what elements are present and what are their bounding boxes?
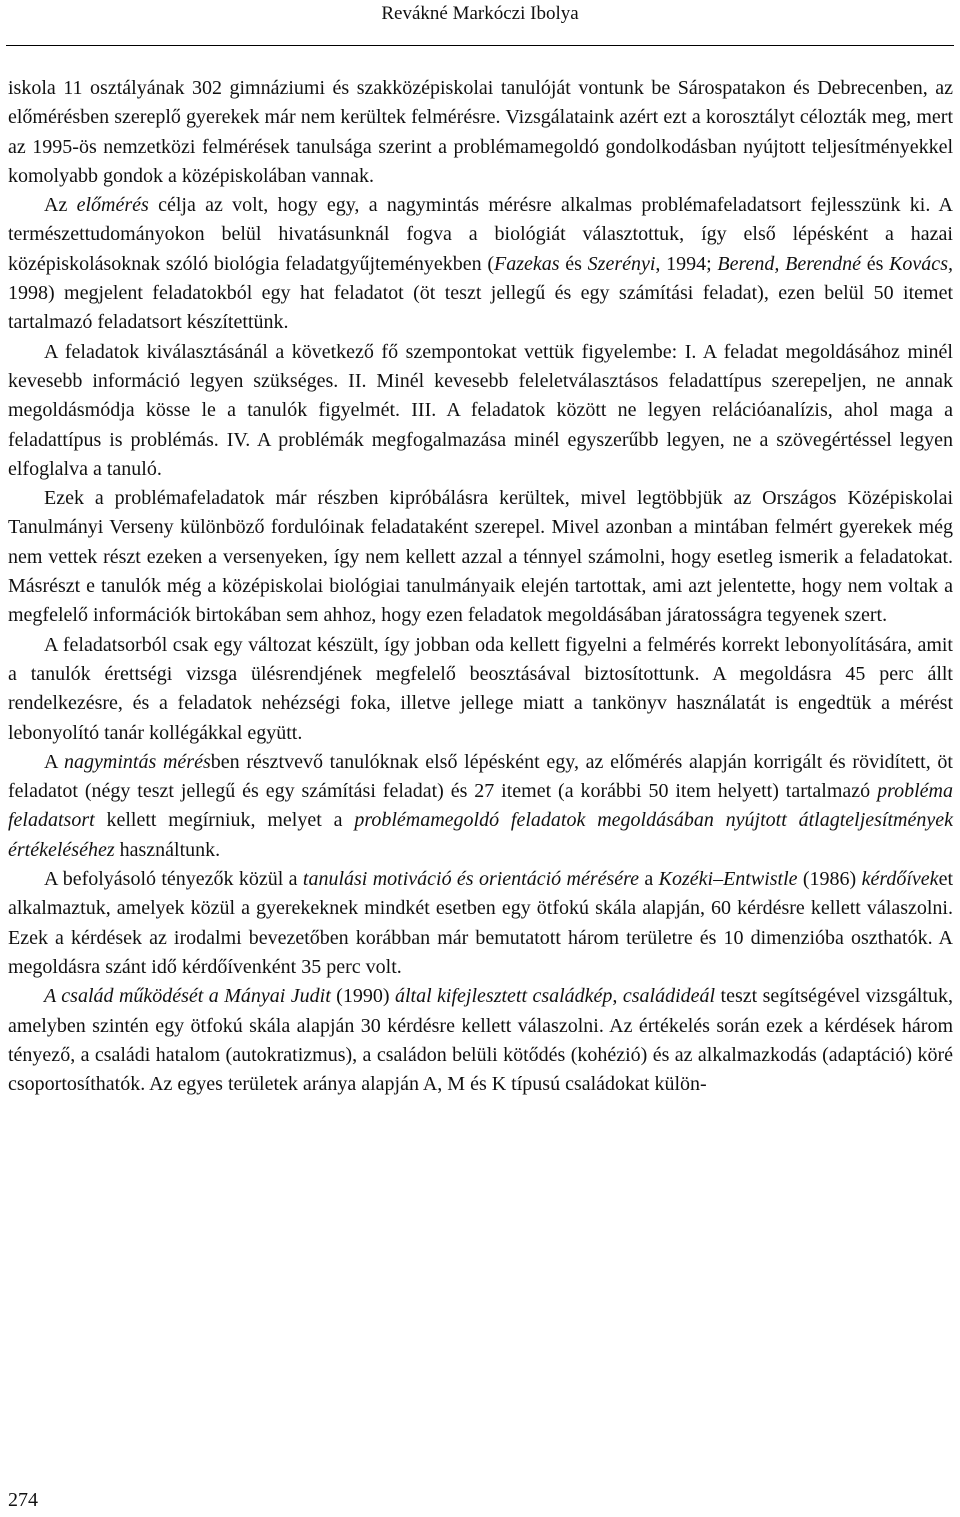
- paragraph-5: [8, 631, 953, 748]
- italic-run: Kozéki–Entwistle: [658, 868, 798, 891]
- text-run: használtunk.: [114, 838, 221, 861]
- italic-run: problémamegoldó feladatok megoldásában nyújtott átlagteljesítmények értékeléséhez: [8, 809, 953, 861]
- text-run: et alkalmaztuk, amelyek közül a gyerekeknek mindkét esetben egy ötfokú skála alapján, 60 kérdésre kellett válaszolni. Ezek a kérdések az irodalmi bevezetőben korábban már bemutatott három területre és 10 dimenzióba oszthatók. A megoldásra szánt idő kérdőívenként 35 perc volt.: [8, 868, 953, 978]
- paragraph-3: [8, 338, 953, 484]
- text-run: A feladatsorból csak egy változat készült, így jobban oda kellett figyelni a felmérés korrekt lebonyolítására, amit a tanulók érettségi vizsga ülésrendjének megfelelő beosztásával biztosítottunk. A megoldásra 45 perc állt rendelkezésre, és a feladatok nehézségi foka, illetve jellege miatt a tankönyv használatát is engedtük a mérést lebonyolító tanár kollégákkal együtt.: [8, 633, 953, 744]
- text-run: (1986): [797, 868, 862, 891]
- paragraph-6: [8, 748, 953, 865]
- italic-run: tanulási motiváció és orientáció mérésére: [302, 868, 640, 891]
- header-rule: [6, 45, 954, 46]
- italic-run: Berend, Berendné: [717, 252, 862, 275]
- page-number: 274: [8, 1489, 38, 1511]
- text-run: Ezek a problémafeladatok már részben kipróbálásra kerültek, mivel legtöbbjük az Országos Középiskolai Tanulmányi Verseny különböző fordulóinak feladataként szerepel. Mivel azonban a mintában felmért gyerekek még nem vettek részt ezeken a versenyeken, így nem kellett azzal a ténnyel számolni, hogy esetleg ismerik a feladatokat. Másrészt e tanulók még a középiskolai biológiai tanulmányaik elején tartottak, ami azt jelentette, hogy nem voltak a megfelelő információk birtokában sem ahhoz, hogy ezen feladatok megoldásában járatosságra tegyenek szert.: [8, 487, 953, 627]
- text-run: Az: [44, 194, 77, 217]
- text-run: a: [639, 868, 659, 891]
- paragraph-2: [8, 191, 953, 337]
- italic-run: Szerényi: [587, 252, 656, 275]
- running-head: Revákné Markóczi Ibolya: [381, 3, 579, 24]
- body-text: [8, 74, 953, 1099]
- paragraph-7: [8, 865, 953, 982]
- italic-run: előmérés: [76, 194, 149, 217]
- text-run: és: [559, 252, 588, 275]
- text-run: célja az volt, hogy egy, a nagymintás mérésre alkalmas problémafeladatsort fejlesszünk ki. A természettudományokon belül hivatásunknál fogva a biológiát választottuk, így első lépésként a hazai középiskolásoknak szóló biológia feladatgyűjteményekben (: [8, 194, 953, 275]
- paragraph-4: [8, 484, 953, 630]
- italic-run: A család működését a Mányai Judit: [44, 985, 331, 1008]
- text-run: és: [861, 252, 890, 275]
- text-run: , 1994;: [655, 252, 718, 275]
- italic-run: probléma feladatsort: [8, 780, 953, 832]
- italic-run: nagymintás mérés: [64, 750, 211, 773]
- text-run: 1998) megjelent feladatokból egy hat feladatot (öt teszt jellegű és egy számítási feladat), ezen belül 50 itemet tartalmazó feladatsort készítettünk.: [8, 282, 953, 334]
- text-run: iskola 11 osztályának 302 gimnáziumi és szakközépiskolai tanulóját vontunk be Sárospatakon és Debrecenben, az előmérésben szereplő gyerekek már nem kerültek felmérésre. Vizsgálataink azért ezt a korosztályt célozták meg, mert az 1995-ös nemzetközi felmérések tanulsága szerint a problémamegoldó gondolkodásban nyújtott teljesítményekkel komolyabb gondok a középiskolában vannak.: [8, 77, 953, 187]
- italic-run: kérdőívek: [861, 868, 939, 891]
- italic-run: Kovács,: [889, 252, 953, 275]
- text-run: A befolyásoló tényezők közül a: [44, 868, 303, 891]
- paragraph-8: [8, 982, 953, 1099]
- text-run: A feladatok kiválasztásánál a következő fő szempontokat vettük figyelembe: I. A feladat megoldásához minél kevesebb információ legyen szükséges. II. Minél kevesebb feleletválasztásos feladattípus szerepeljen, ne annak megoldásmódja kösse le a tanulók figyelmét. III. A feladatok között ne legyen relációanalízis, ahol maga a feladattípus is problémás. IV. A problémák megfogalmazása minél egyszerűbb legyen, ne a szövegértéssel legyen elfoglalva a tanuló.: [8, 340, 953, 480]
- italic-run: által kifejlesztett családkép, családideál: [394, 985, 716, 1008]
- text-run: (1990): [330, 985, 395, 1008]
- italic-run: Fazekas: [494, 252, 560, 275]
- text-run: teszt segítségével vizsgáltuk, amelyben szintén egy ötfokú skála alapján 30 kérdésre kellett válaszolni. Az értékelés során ezek a kérdések három tényező, a családi hatalom (autokratizmus), a családon belüli kötődés (kohézió) és az alkalmazkodás (adaptáció) köré csoportosíthatók. Az egyes területek aránya alapján A, M és K típusú családokat külön-: [8, 985, 953, 1096]
- text-run: ben résztvevő tanulóknak első lépésként egy, az előmérés alapján korrigált és rövidített, öt feladatot (négy teszt jellegű és egy számítási feladat) és 27 itemet (a korábbi 50 item helyett) tartalmazó: [8, 750, 953, 803]
- paragraph-1: [8, 74, 953, 191]
- text-run: A: [44, 750, 65, 773]
- text-run: kellett megírniuk, melyet a: [94, 809, 355, 832]
